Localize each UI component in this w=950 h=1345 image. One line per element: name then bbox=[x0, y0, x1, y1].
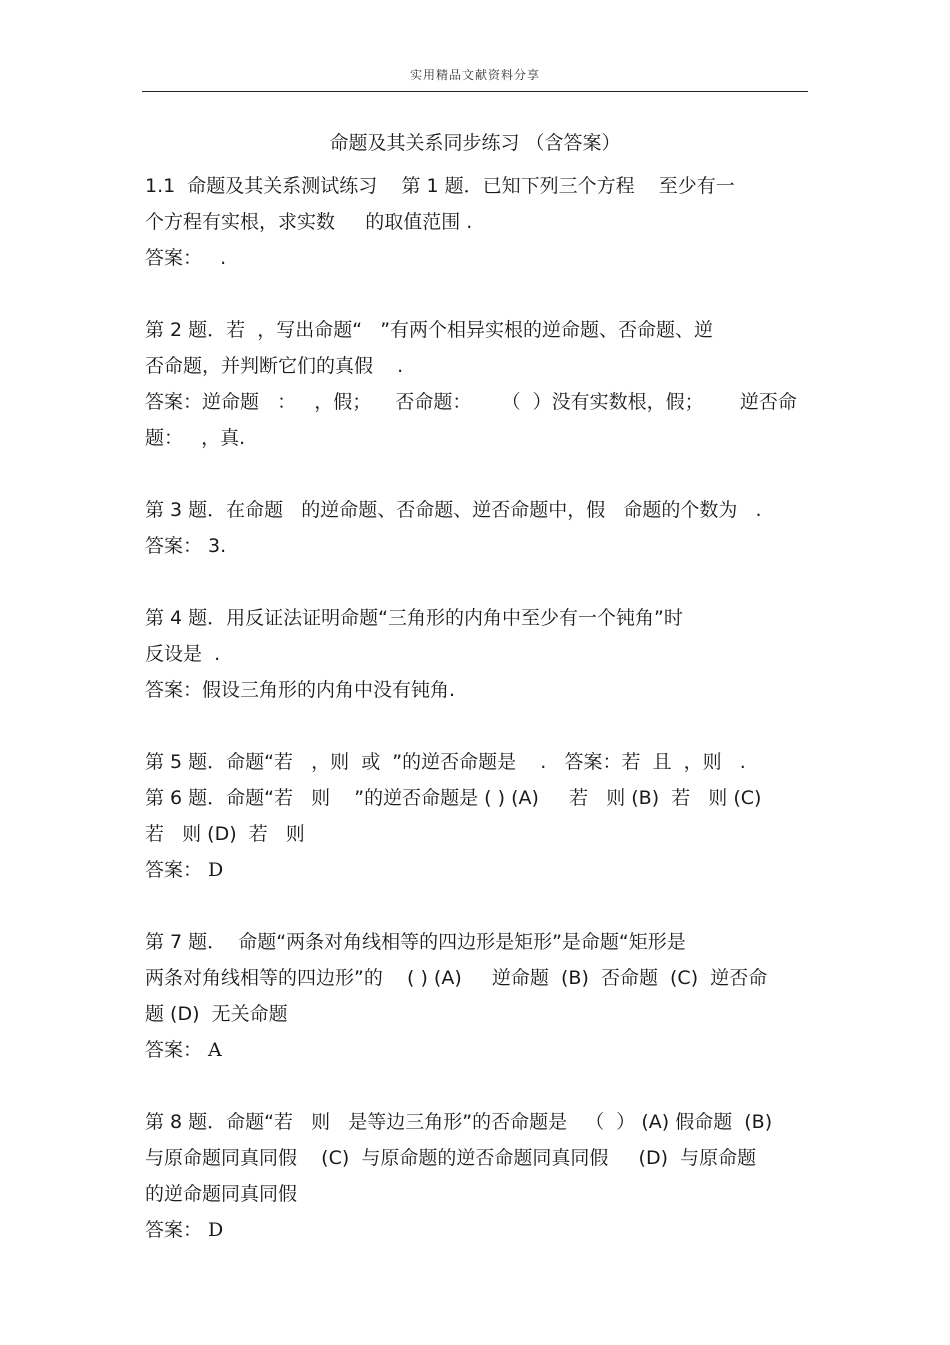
question-7-line-3: 题 (D) 无关命题 bbox=[145, 1003, 288, 1025]
question-2-line-1: 第 2 题．若 ，写出命题“ ”有两个相异实根的逆命题、否命题、逆 bbox=[145, 319, 714, 341]
question-6-answer: 答案： D bbox=[145, 859, 224, 881]
question-2-line-2: 否命题，并判断它们的真假 . bbox=[145, 355, 404, 377]
document-body bbox=[145, 168, 809, 1248]
question-4-answer: 答案：假设三角形的内角中没有钝角. bbox=[145, 679, 456, 701]
page-header: 实用精品文献资料分享 bbox=[409, 68, 540, 82]
question-8-answer: 答案： D bbox=[145, 1219, 224, 1241]
spacer bbox=[145, 708, 809, 744]
question-8-line-1: 第 8 题．命题“若 则 是等边三角形”的否命题是 （ ） (A) 假命题 (B) bbox=[145, 1111, 773, 1133]
question-4-line-1: 第 4 题．用反证法证明命题“三角形的内角中至少有一个钝角”时 bbox=[145, 607, 683, 629]
question-8-line-3: 的逆命题同真同假 bbox=[145, 1183, 298, 1205]
question-1-line-2: 个方程有实根，求实数 的取值范围 . bbox=[145, 211, 473, 233]
question-3-answer: 答案： 3. bbox=[145, 535, 227, 557]
question-2-answer-line-2: 题： ，真. bbox=[145, 427, 246, 449]
question-6-line-1: 第 6 题．命题“若 则 ”的逆否命题是 ( ) (A) 若 则 (B) 若 则 (C) bbox=[145, 787, 762, 809]
question-7-line-1: 第 7 题． 命题“两条对角线相等的四边形是矩形”是命题“矩形是 bbox=[145, 931, 686, 953]
question-3-line-1: 第 3 题．在命题 的逆命题、否命题、逆否命题中，假 命题的个数为 . bbox=[145, 499, 762, 521]
spacer bbox=[145, 564, 809, 600]
question-8-line-2: 与原命题同真同假 (C) 与原命题的逆否命题同真同假 (D) 与原命题 bbox=[145, 1147, 757, 1169]
question-1-line-1: 1.1 命题及其关系测试练习 第 1 题．已知下列三个方程 至少有一 bbox=[145, 175, 735, 197]
question-7-line-2: 两条对角线相等的四边形”的 ( ) (A) 逆命题 (B) 否命题 (C) 逆否命 bbox=[145, 967, 768, 989]
question-7-answer: 答案： A bbox=[145, 1039, 222, 1061]
spacer bbox=[145, 456, 809, 492]
spacer bbox=[145, 276, 809, 312]
question-1-answer: 答案： . bbox=[145, 247, 227, 269]
spacer bbox=[145, 1068, 809, 1104]
document-title: 命题及其关系同步练习 （含答案） bbox=[329, 132, 621, 154]
spacer bbox=[145, 888, 809, 924]
question-2-answer-line-1: 答案：逆命题 ： ，假； 否命题： （ ）没有实数根，假； 逆否命 bbox=[145, 391, 797, 413]
question-4-line-2: 反设是 . bbox=[145, 643, 221, 665]
header-divider bbox=[142, 91, 808, 92]
question-6-line-2: 若 则 (D) 若 则 bbox=[145, 823, 305, 845]
question-5-line-1: 第 5 题．命题“若 ，则 或 ”的逆否命题是 . 答案：若 且 ，则 . bbox=[145, 751, 746, 773]
